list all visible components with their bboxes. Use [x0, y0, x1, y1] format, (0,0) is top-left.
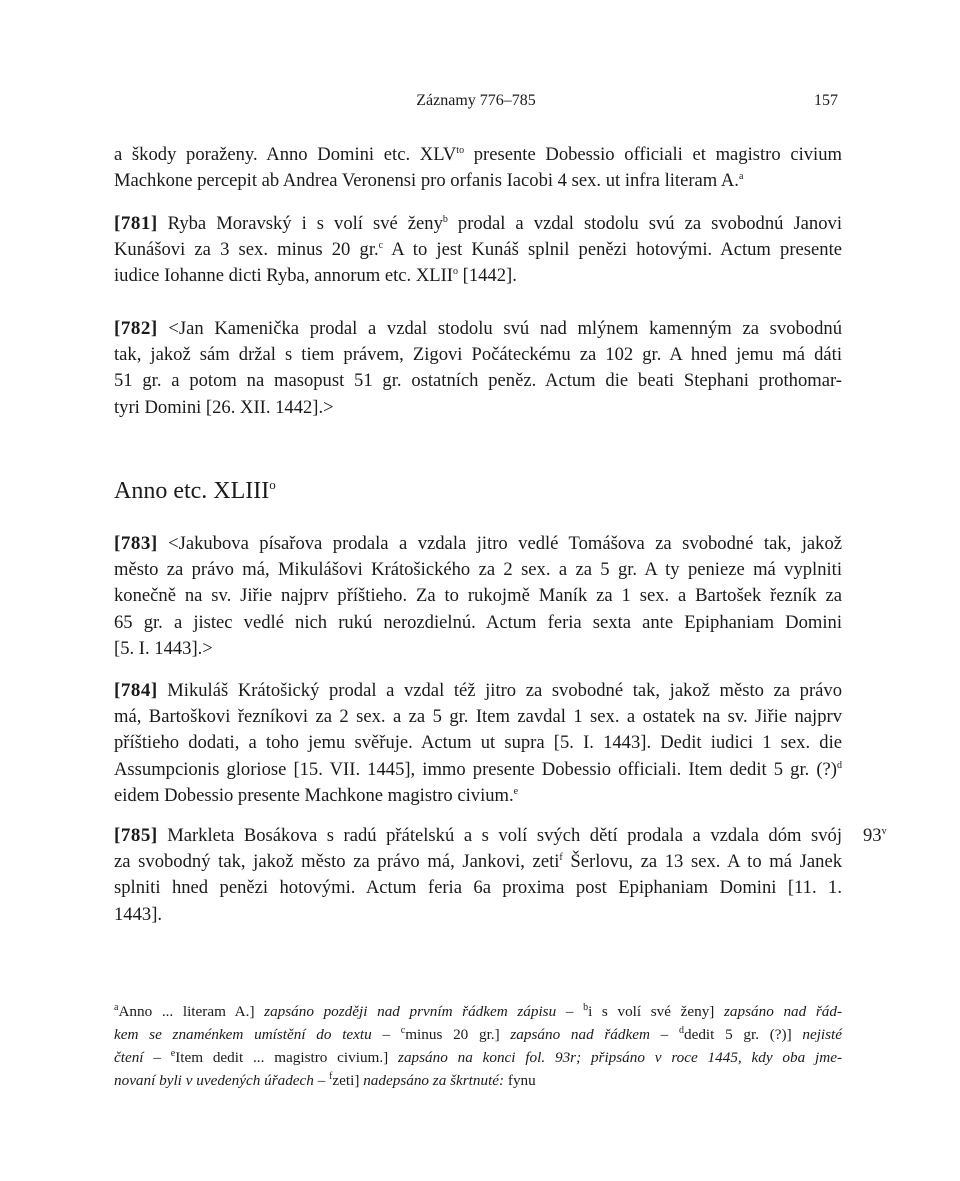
footnote-note: nadepsáno za škrtnuté: — [363, 1072, 505, 1089]
footnote-note: zapsáno později nad prvním řádkem zápisu — [264, 1003, 557, 1020]
separator: – — [143, 1049, 171, 1066]
heading-text: Anno etc. XLIII — [114, 478, 270, 504]
running-header — [114, 92, 838, 114]
text-run: <Jakubova písařova prodala a vzdala jitro vedlé Tomášova za svobodné tak, jakož — [157, 533, 842, 554]
text-line: 51 gr. a potom na masopust 51 gr. ostatních peněz. Actum die beati Stephani prothomar- — [114, 370, 842, 392]
text-line: 65 gr. a jistec vedlé nich rukú nerozdielnú. Actum feria sexta ante Epiphaniam Domini — [114, 611, 842, 633]
footnote-marker: d — [678, 1024, 684, 1036]
text-line — [114, 237, 842, 263]
superscript: v — [881, 825, 887, 837]
footnote-note: nejisté — [802, 1026, 843, 1043]
footnote-line — [114, 1069, 842, 1092]
footnote-note: kem se znaménkem umístění do textu — [114, 1026, 372, 1043]
folio-number: 93 — [863, 825, 882, 846]
entry-number: [785] — [114, 825, 158, 846]
text-run: [1442]. — [458, 265, 517, 287]
text-line — [114, 849, 842, 875]
text-line — [114, 531, 842, 557]
footnote-marker: b — [583, 1001, 589, 1013]
footnote-marker: a — [114, 1001, 119, 1013]
continuation-paragraph — [114, 142, 842, 194]
footnote-apparatus — [114, 1000, 842, 1092]
footnote-marker: a — [738, 171, 744, 183]
footnote-marker: b — [442, 213, 448, 225]
footnote-lemma: minus 20 gr.] — [405, 1026, 511, 1043]
text-line: splniti hned penězi hotovými. Actum feria 6a proxima post Epiphaniam Domini [11. 1. — [114, 877, 842, 899]
footnote-marker: f — [559, 852, 563, 864]
text-run: eidem Dobessio presente Machkone magistro civium. — [114, 784, 514, 806]
footnote-lemma: dedit 5 gr. (?)] — [683, 1026, 803, 1043]
footnote-marker: d — [837, 759, 842, 771]
text-line — [114, 823, 842, 849]
superscript: o — [269, 477, 276, 492]
text-run: Šerlovu, za 13 sex. A to má Janek — [562, 851, 842, 873]
footnote-marker: c — [378, 240, 384, 252]
text-run: Kunášovi za 3 sex. minus 20 gr. — [114, 239, 379, 261]
text-run: Machkone percepit ab Andrea Veronensi pro orfanis Iacobi 4 sex. ut infra literam A. — [114, 170, 739, 192]
superscript: to — [456, 144, 465, 156]
section-heading — [114, 476, 276, 506]
footnote-lemma: Anno ... literam A.] — [118, 1003, 265, 1020]
text-line: tak, jakož sám držal s tiem právem, Zigovi Počáteckému za 102 gr. A hned jemu má dáti — [114, 344, 842, 366]
text-line: město za právo má, Mikulášovi Krátošického za 2 sex. a za 5 gr. A ty penieze má vyplniti — [114, 559, 842, 581]
footnote-marker: c — [400, 1024, 406, 1036]
text-run: Ryba Moravský i s volí své ženy — [157, 213, 443, 234]
text-line: příštieho dodati, a toho jemu svěřuje. Actum ut supra [5. I. 1443]. Dedit iudici 1 sex. die — [114, 732, 842, 754]
separator: – — [313, 1072, 330, 1089]
text-run: Markleta Bosákova s radú přátelskú a s volí svých dětí prodala a vzdala dóm svój — [157, 825, 842, 846]
footnote-marker: e — [513, 785, 519, 797]
footnote-line — [114, 1000, 842, 1023]
footnote-line — [114, 1046, 842, 1069]
text-run: Assumpcionis gloriose [15. VII. 1445], immo presente Dobessio officiali. Item dedit 5 gr. (?) — [114, 758, 837, 780]
text-line: má, Bartoškovi řezníkovi za 2 sex. a za 5 gr. Item zavdal 1 sex. a ostatek na sv. Jiřie najprv — [114, 706, 842, 728]
footnote-word: fynu — [504, 1072, 536, 1089]
footnote-note: novaní byli v uvedených úřadech — [114, 1072, 314, 1089]
text-line: 1443]. — [114, 903, 163, 925]
running-title: Záznamy 776–785 — [416, 92, 536, 109]
text-line: konečně na sv. Jiřie najprv příštieho. Za to rukojmě Maník za 1 sex. a Bartošek řezník za — [114, 585, 842, 607]
text-line — [114, 168, 842, 194]
text-run: a škody poraženy. Anno Domini etc. XLV — [114, 144, 457, 165]
footnote-line — [114, 1023, 842, 1046]
text-run: Mikuláš Krátošický prodal a vzdal též jitro za svobodné tak, jakož město za právo — [157, 680, 842, 701]
text-run: iudice Iohanne dicti Ryba, annorum etc. XLII — [114, 265, 453, 287]
text-line: tyri Domini [26. XII. 1442].> — [114, 396, 334, 418]
entry-number: [782] — [114, 318, 158, 339]
text-run: prodal a vzdal stodolu svú za svobodnú Janovi — [447, 213, 842, 234]
text-run: presente Dobessio officiali et magistro civium — [464, 144, 842, 165]
text-line — [114, 211, 842, 237]
page-number: 157 — [814, 92, 838, 109]
entry-number: [783] — [114, 533, 158, 554]
folio-margin-note — [863, 823, 887, 849]
text-line — [114, 316, 842, 342]
footnote-note: čtení — [114, 1049, 144, 1066]
text-run: za svobodný tak, jakož město za právo má, Jankovi, zeti — [114, 851, 560, 873]
text-line — [114, 263, 842, 289]
text-run: A to jest Kunáš splnil penězi hotovými. Actum presente — [383, 239, 843, 261]
footnote-note: zapsáno nad řád- — [724, 1003, 843, 1020]
entry-number: [781] — [114, 213, 158, 234]
footnote-note: zapsáno na konci fol. 93r; připsáno v roce 1445, kdy oba jme- — [398, 1049, 842, 1066]
text-line — [114, 757, 842, 783]
entry-785 — [114, 823, 842, 928]
superscript: o — [453, 266, 458, 278]
footnote-lemma: i s volí své ženy] — [588, 1003, 725, 1020]
separator: – — [649, 1026, 679, 1043]
footnote-marker: e — [170, 1047, 176, 1059]
text-line: [5. I. 1443].> — [114, 637, 213, 659]
footnote-marker: f — [329, 1070, 333, 1082]
footnote-lemma: zeti] — [332, 1072, 364, 1089]
separator: – — [371, 1026, 401, 1043]
entry-782 — [114, 316, 842, 421]
footnote-note: zapsáno nad řádkem — [510, 1026, 650, 1043]
text-line — [114, 142, 842, 168]
footnote-lemma: Item dedit ... magistro civium.] — [175, 1049, 399, 1066]
text-run: <Jan Kamenička prodal a vzdal stodolu svú nad mlýnem kamenným za svobodnú — [157, 318, 842, 339]
entry-784 — [114, 678, 842, 809]
separator: – — [556, 1003, 584, 1020]
text-line — [114, 783, 842, 809]
entry-781 — [114, 211, 842, 290]
entry-number: [784] — [114, 680, 158, 701]
entry-783 — [114, 531, 842, 662]
text-line — [114, 678, 842, 704]
